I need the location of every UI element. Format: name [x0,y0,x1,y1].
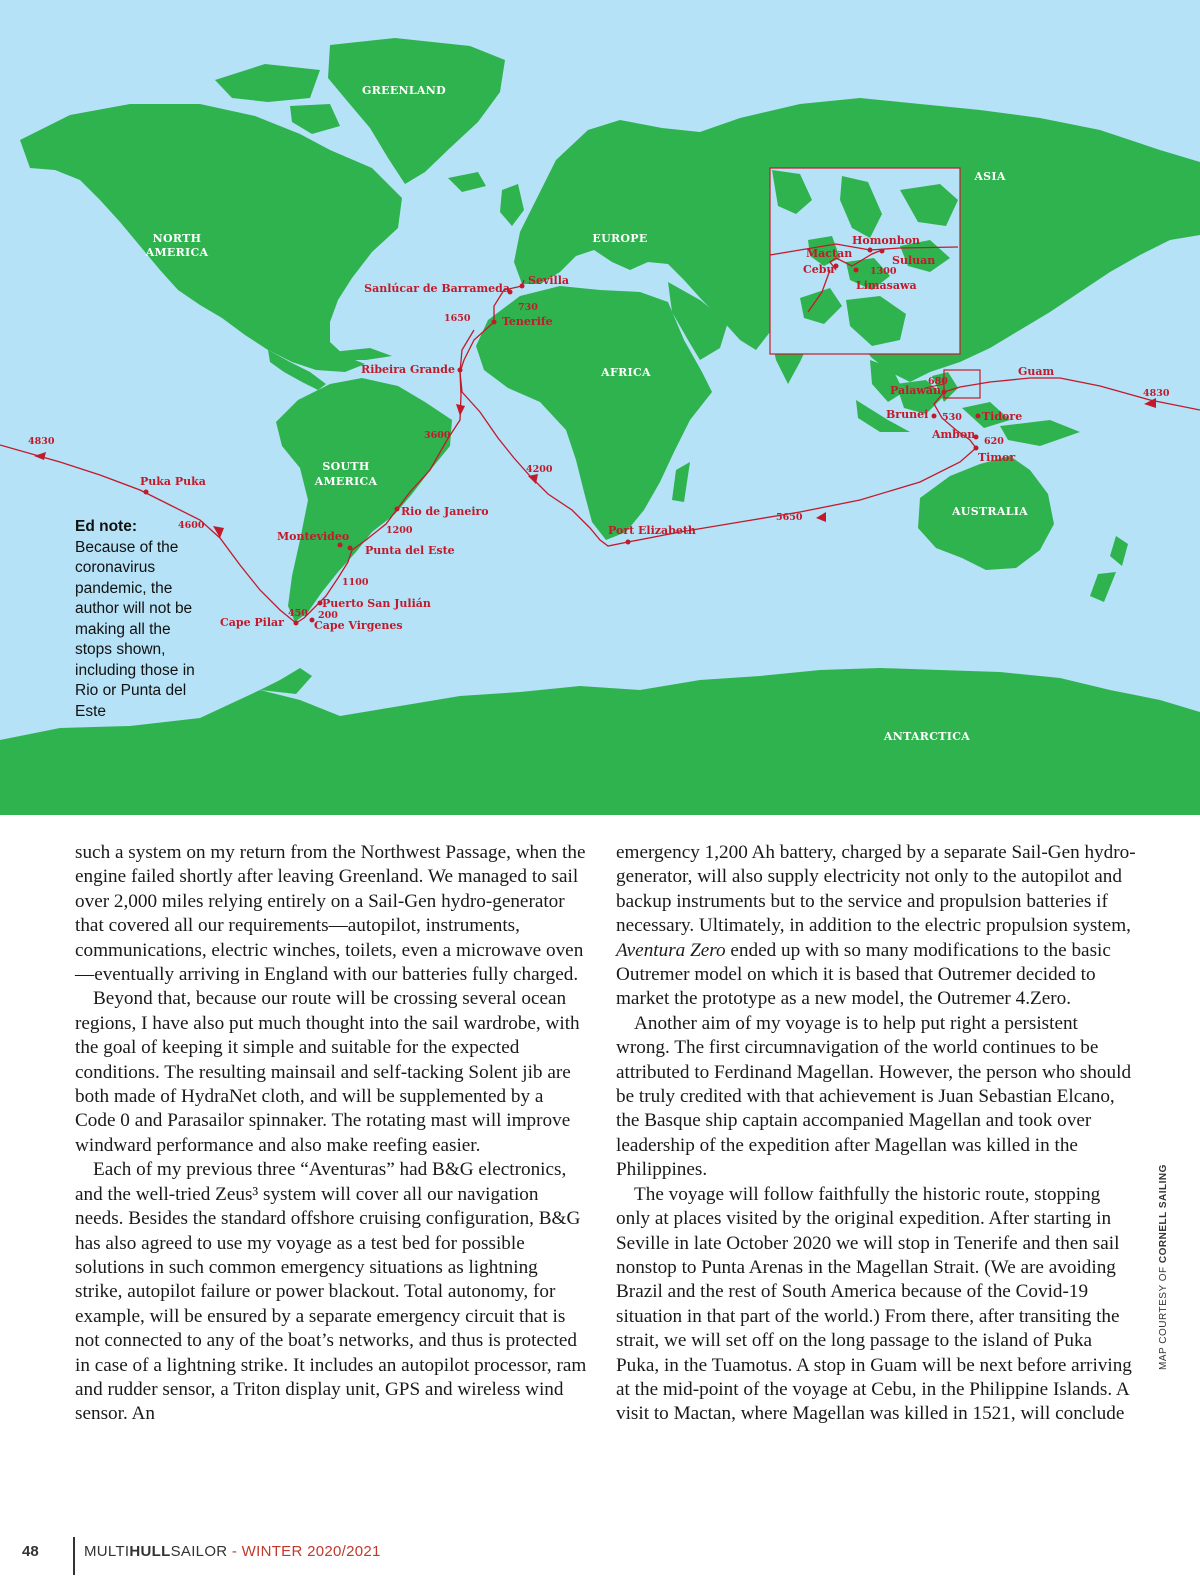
label-montevideo: Montevideo [277,530,350,543]
label-timor: Timor [978,451,1016,464]
distance-label: 200 [318,610,338,621]
label-south-america-1: SOUTH [322,460,370,473]
footer-divider [73,1537,75,1575]
page-number: 48 [22,1543,39,1560]
label-limasawa: Limasawa [856,279,917,292]
label-north-america-1: NORTH [152,232,202,245]
label-antarctica: ANTARCTICA [883,730,971,743]
label-suluan: Suluan [892,254,936,267]
paragraph: Beyond that, because our route will be crossing several ocean regions, I have also put much thought into the sail wardrobe, with the goal of keeping it simple and suitable for the expected conditions. The resulting mainsail and self-tacking Solent jib are both made of HydraNet cloth, and will be supplemented by a Code 0 and Parasailor spinnaker. The rotating mast will improve windward performance and also make reefing easier. [75,988,580,1156]
label-port-elizabeth: Port Elizabeth [608,524,696,537]
article-column-right [616,841,1136,1427]
distance-label: 680 [928,376,948,387]
distance-label: 4200 [526,464,553,475]
distance-label: 4830 [28,436,55,447]
label-sevilla: Sevilla [528,274,569,287]
label-cape-pilar: Cape Pilar [220,616,284,629]
label-north-america-2: AMERICA [145,246,209,259]
label-puka-puka: Puka Puka [140,475,206,488]
distance-label: 450 [288,608,308,619]
distance-label: 1650 [444,313,471,324]
distance-label: 1300 [870,266,897,277]
label-guam: Guam [1018,365,1055,378]
label-cebu: Cebu [803,263,835,276]
paragraph: The voyage will follow faithfully the historic route, stopping only at places visited by the original expedition. After starting in Seville in late October 2020 we will stop in Tenerife and then sail nonstop to Punta Arenas in the Magellan Strait. (We are avoiding Brazil and the rest of South America because of the Covid-19 situation in that part of the world.) From there, after transiting the strait, we will set off on the long passage to the island of Puka Puka, in the Tuamotus. A stop in Guam will be next before arriving at the mid-point of the voyage at Cebu, in the Philippine Islands. A visit to Mactan, where Magellan was killed in 1521, will conclude [616,1183,1132,1425]
map-credit: MAP COURTESY OF CORNELL SAILING [1158,1164,1169,1370]
paragraph: Each of my previous three “Aventuras” had B&G electronics, and the well-tried Zeus³ system will cover all our navigation needs. Besides the standard offshore cruising configuration, B&G has also agreed to use my voyage as a test bed for possible solutions in such common emergency situations as lightning strike, autopilot failure or power blackout. Total autonomy, for example, will be ensured by a separate emergency circuit that is not connected to any of the boat’s networks, and thus is protected in case of a lightning strike. It includes an autopilot processor, ram and rudder sensor, a Triton display unit, GPS and wireless wind sensor. An [75,1159,587,1425]
ed-note-heading: Ed note: [75,518,137,535]
label-ribeira: Ribeira Grande [361,363,455,376]
label-ambon: Ambon [932,428,976,441]
label-sanlucar: Sanlúcar de Barrameda [364,282,510,295]
boat-name: Aventura Zero [616,939,726,961]
distance-label: 4830 [1143,388,1170,399]
label-europe: EUROPE [592,232,648,245]
ed-note [75,517,210,722]
label-homonhon: Homonhon [852,234,921,247]
distance-label: 530 [942,412,962,423]
paragraph: emergency 1,200 Ah battery, charged by a separate Sail-Gen hydro-generator, will also supply electricity not only to the autopilot and backup instruments but to the service and propulsion batteries if necessary. Ultimately, in addition to the electric propulsion system, Aventura Zero ended up with so many modifications to the basic Outremer model on which it is based that Outremer decided to market the prototype as a new model, the Outremer 4.Zero. [616,842,1136,1010]
label-africa: AFRICA [601,366,651,379]
ed-note-body: Because of the coronavirus pandemic, the author will not be making all the stops shown, including those in Rio or Punta del Este [75,538,195,720]
label-tidore: Tidore [982,410,1023,423]
label-brunei: Brunei [886,408,929,421]
distance-label: 5650 [776,512,803,523]
distance-label: 620 [984,436,1004,447]
distance-label: 1200 [386,525,413,536]
issue-date: WINTER 2020/2021 [241,1543,381,1560]
distance-label: 3600 [424,430,451,441]
label-tenerife: Tenerife [502,315,553,328]
magazine-name: MULTIHULLSAILOR - WINTER 2020/2021 [84,1543,381,1560]
distance-label: 4600 [178,520,205,531]
distance-label: 1100 [342,577,369,588]
label-greenland: GREENLAND [362,84,446,97]
label-mactan: Mactan [806,247,853,260]
distance-label: 730 [518,302,538,313]
label-palawan: Palawan [890,384,942,397]
paragraph: Another aim of my voyage is to help put right a persistent wrong. The first circumnavigation of the world continues to be attributed to Ferdinand Magellan. However, the person who should be truly credited with that achievement is Juan Sebastian Elcano, the Basque ship captain accompanied Magellan and took over leadership of the expedition after Magellan was killed in the Philippines. [616,1012,1132,1181]
label-rio: Rio de Janeiro [401,505,489,518]
label-australia: AUSTRALIA [951,505,1029,518]
paragraph: such a system on my return from the Northwest Passage, when the engine failed shortly after leaving Greenland. We managed to sail over 2,000 miles relying entirely on a Sail-Gen hydro-generator that covered all our requirements—autopilot, instruments, communications, electric winches, toilets, even a microwave oven—eventually arriving in England with our batteries fully charged. [75,842,586,986]
label-south-america-2: AMERICA [314,475,378,488]
label-asia: ASIA [974,170,1006,183]
label-puerto-san-julian: Puerto San Julián [322,597,431,610]
article-column-left [75,841,587,1427]
label-punta-del-este: Punta del Este [365,544,455,557]
label-cape-virgenes: Cape Virgenes [314,619,403,632]
